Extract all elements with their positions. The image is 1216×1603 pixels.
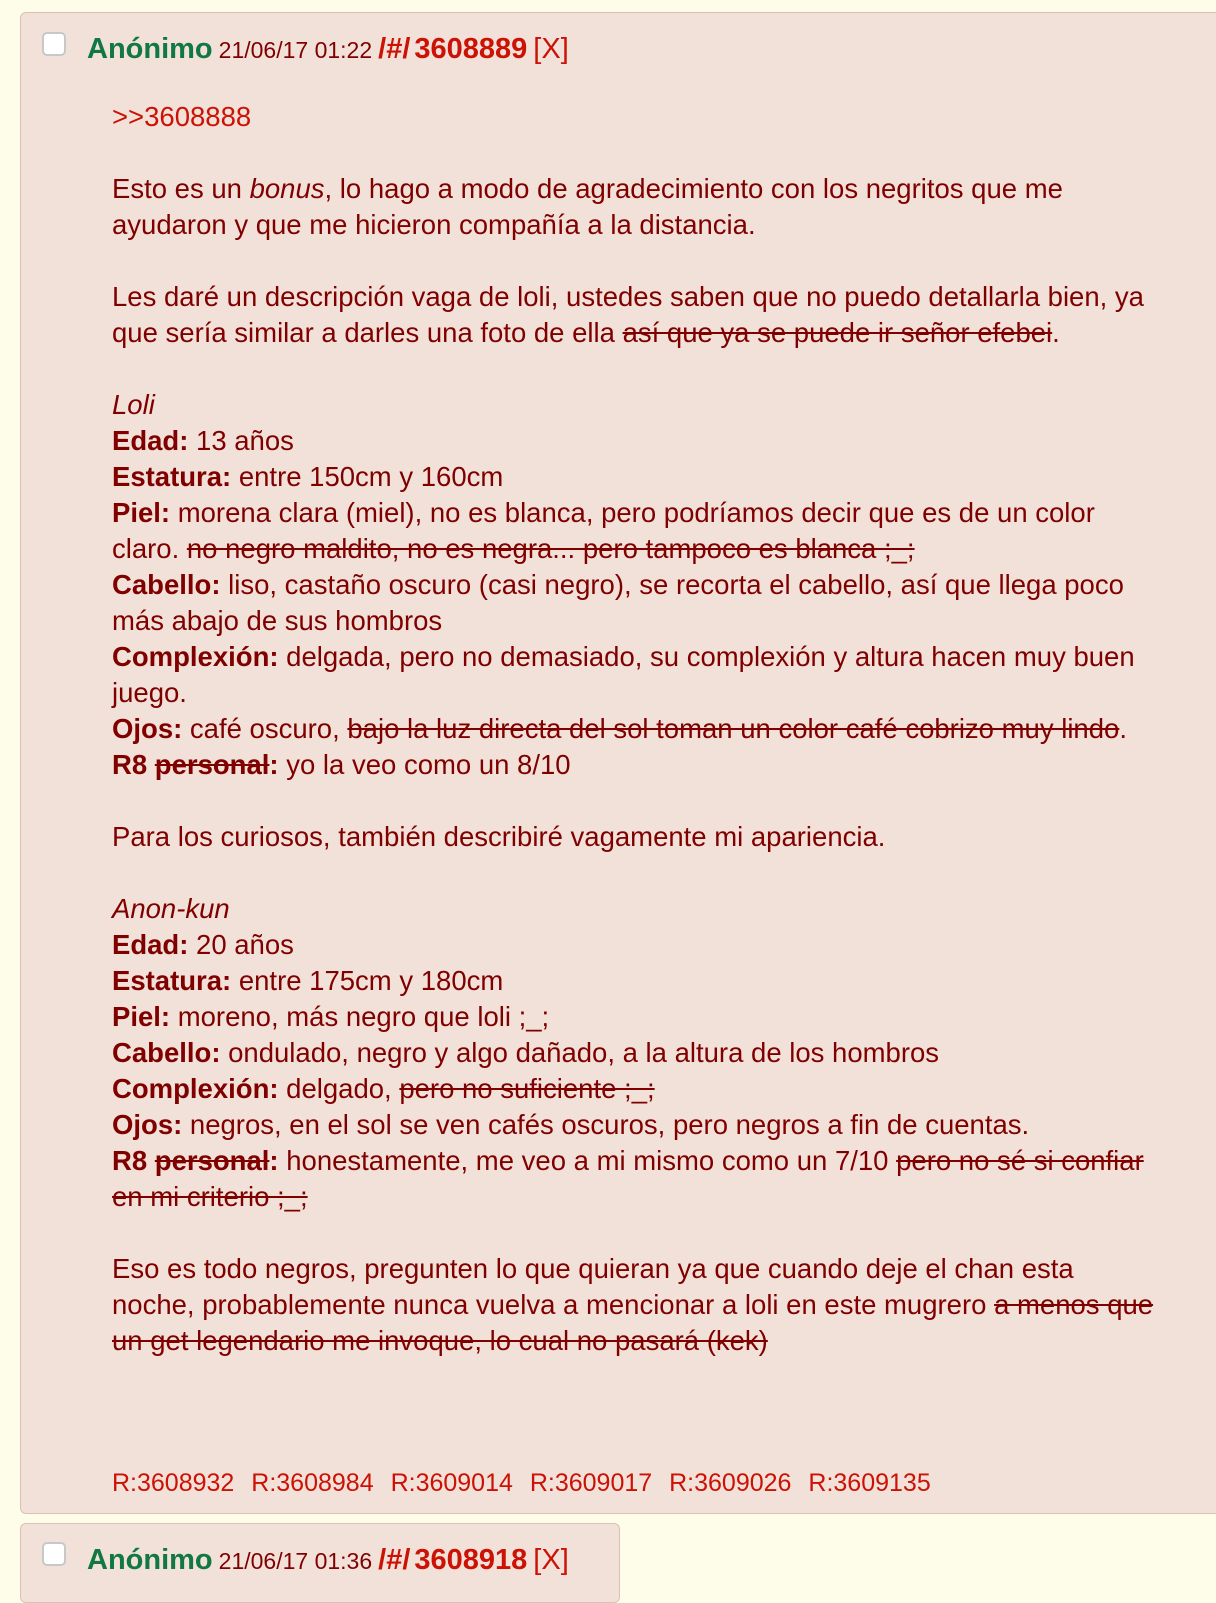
outro-paragraph: Eso es todo negros, pregunten lo que quieran ya que cuando deje el chan esta noche, probablemente nunca vuelva a mencionar a loli en este mugrero a menos que un get legendario me invoque, lo cual no pasará (kek) <box>112 1253 1154 1356</box>
backlink[interactable]: R:3609017 <box>529 1469 653 1497</box>
post-body <box>112 99 1162 1359</box>
backlink[interactable]: R:3609026 <box>669 1469 792 1497</box>
anon-section: Anon-kun Edad: 20 años Estatura: entre 175cm y 180cm Piel: moreno, más negro que loli ;_; Cabello: ondulado, negro y algo dañado, a la altura de los hombros Complexión: delgado, pero no suficiente ;_; Ojos: negros, en el sol se ven cafés oscuros, pero negros a fin de cuentas. R8 personal: honestamente, me veo a mi mismo como un 7/10 pero no sé si confiar en mi criterio ;_; <box>112 893 1144 1212</box>
section-heading: Anon-kun <box>112 893 230 924</box>
spoiler-strike: así que ya se puede ir señor efebei <box>622 317 1053 348</box>
section-heading: Loli <box>112 389 155 420</box>
post-3608918 <box>20 1523 620 1603</box>
post-date: 21/06/17 01:36 <box>218 1548 373 1574</box>
intro-paragraph: Esto es un bonus, lo hago a modo de agradecimiento con los negritos que me ayudaron y que me hicieron compañía a la distancia. <box>112 173 1063 240</box>
backlink[interactable]: R:3608984 <box>251 1469 374 1497</box>
post-number-link[interactable]: 3608889 <box>414 33 528 65</box>
post-hash-link[interactable]: /#/ <box>378 33 411 65</box>
description-paragraph: Les daré un descripción vaga de loli, ustedes saben que no puedo detallarla bien, ya que sería similar a darles una foto de ella así que ya se puede ir señor efebei. <box>112 281 1144 348</box>
post-select-checkbox[interactable] <box>42 32 66 56</box>
delete-post-button[interactable]: [X] <box>533 33 569 65</box>
post-date: 21/06/17 01:22 <box>218 37 373 63</box>
curiosos-paragraph: Para los curiosos, también describiré vagamente mi apariencia. <box>112 821 886 852</box>
poster-name: Anónimo <box>87 33 213 65</box>
quote-link[interactable]: >>3608888 <box>112 101 252 132</box>
post-header <box>87 33 569 66</box>
backlinks <box>112 1469 941 1498</box>
poster-name: Anónimo <box>87 1544 213 1576</box>
backlink[interactable]: R:3609135 <box>808 1469 931 1497</box>
loli-section: Loli Edad: 13 años Estatura: entre 150cm y 160cm Piel: morena clara (miel), no es blanca, pero podríamos decir que es de un color claro. no negro maldito, no es negra... pero tampoco es blanca ;_; Cabello: liso, castaño oscuro (casi negro), se recorta el cabello, así que llega poco más abajo de sus hombros Complexión: delgada, pero no demasiado, su complexión y altura hacen muy buen juego. Ojos: café oscuro, bajo la luz directa del sol toman un color café cobrizo muy lindo. R8 personal: yo la veo como un 8/10 <box>112 389 1135 780</box>
delete-post-button[interactable]: [X] <box>533 1544 569 1576</box>
backlink[interactable]: R:3608932 <box>112 1469 235 1497</box>
post-3608889 <box>20 12 1216 1514</box>
post-select-checkbox[interactable] <box>42 1542 66 1566</box>
post-hash-link[interactable]: /#/ <box>378 1544 411 1576</box>
post-header <box>87 1544 569 1577</box>
backlink[interactable]: R:3609014 <box>390 1469 513 1497</box>
post-number-link[interactable]: 3608918 <box>414 1544 528 1576</box>
